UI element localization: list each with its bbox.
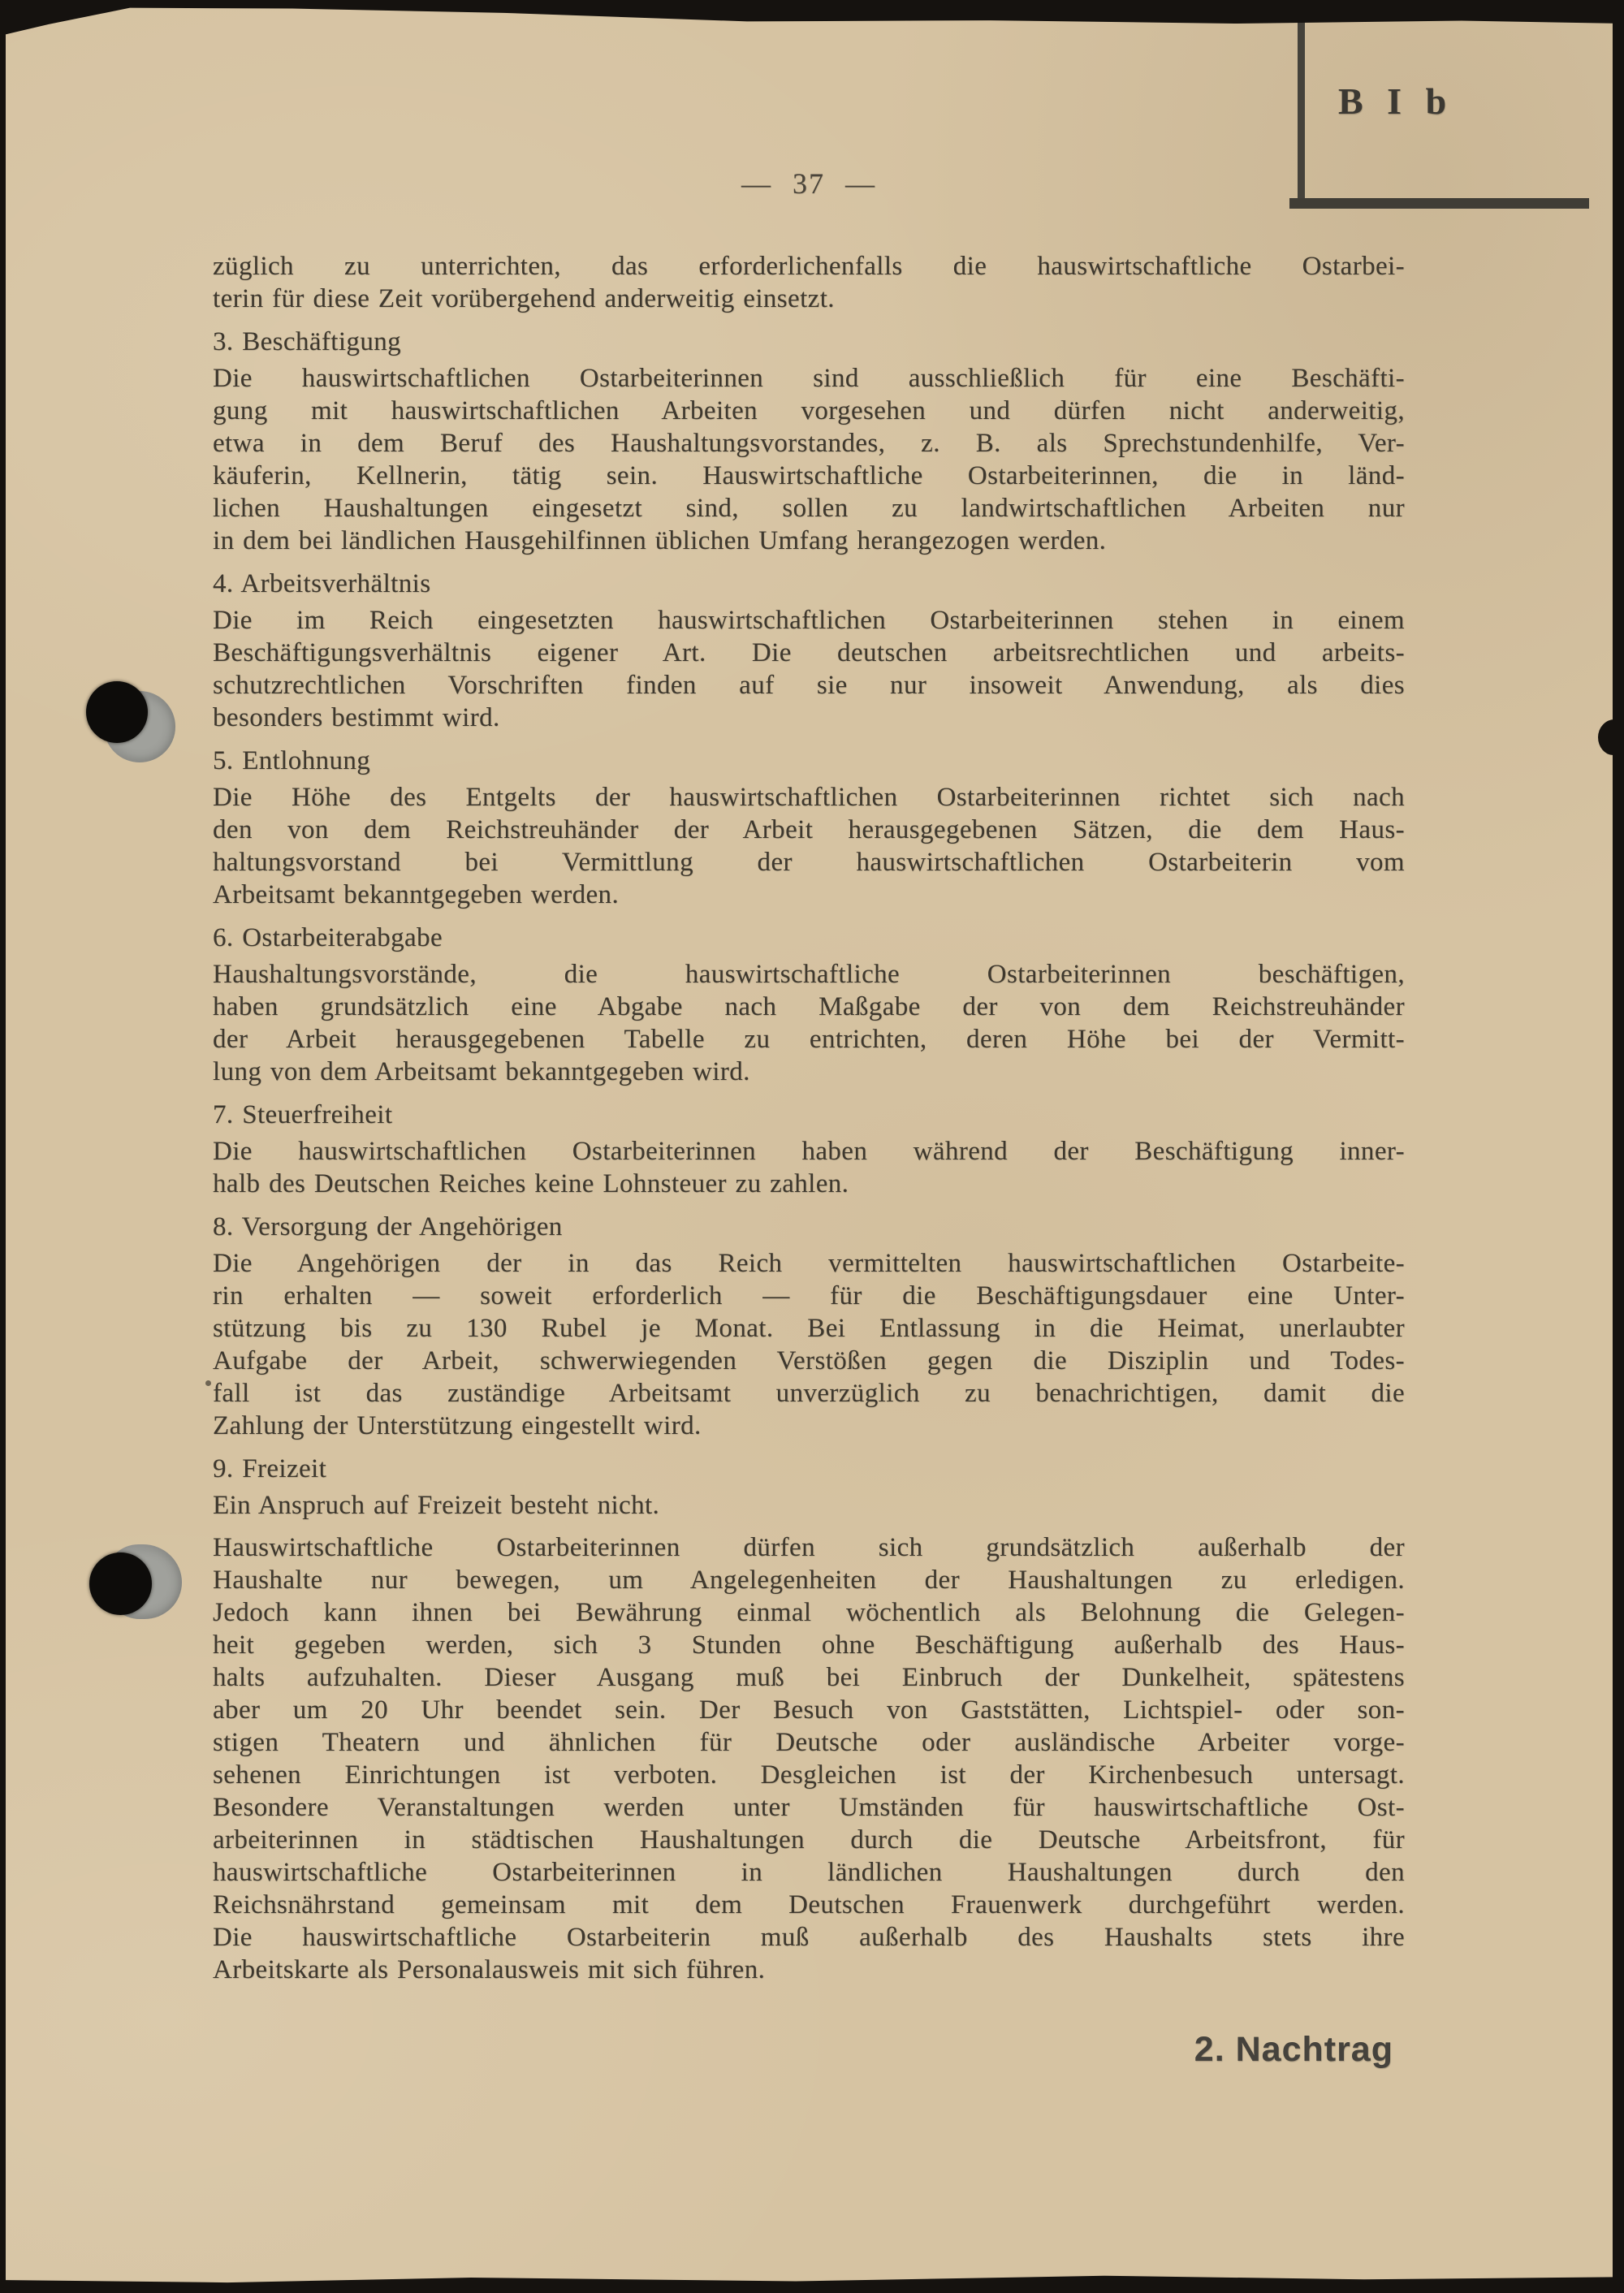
section-heading: 6. Ostarbeiterabgabe — [213, 923, 443, 952]
text-line: stigen Theatern und ähnlichen für Deutsche oder ausländische Arbeiter vorge- — [213, 1728, 1405, 1757]
paper-edge-notch — [1598, 719, 1624, 755]
section-heading: 9. Freizeit — [213, 1454, 327, 1483]
text-line: besonders bestimmt wird. — [213, 703, 500, 732]
text-line: fall ist das zuständige Arbeitsamt unverzüglich zu benachrichtigen, damit die — [213, 1379, 1405, 1408]
paragraph — [213, 958, 1405, 1088]
text-line: sehenen Einrichtungen ist verboten. Desgleichen ist der Kirchenbesuch untersagt. — [213, 1760, 1405, 1790]
scan-edge-right — [1613, 0, 1624, 2293]
text-line: Die Höhe des Entgelts der hauswirtschaftlichen Ostarbeiterinnen richtet sich nach — [213, 783, 1405, 812]
paragraph — [213, 1135, 1405, 1200]
paragraph — [213, 250, 1405, 315]
text-line: gung mit hauswirtschaftlichen Arbeiten vorgesehen und dürfen nicht anderweitig, — [213, 396, 1405, 425]
text-line: halts aufzuhalten. Dieser Ausgang muß bei Einbruch der Dunkelheit, spätestens — [213, 1663, 1405, 1692]
text-line: den von dem Reichstreuhänder der Arbeit herausgegebenen Sätzen, die dem Haus- — [213, 815, 1405, 844]
classification-label: B I b — [1338, 80, 1454, 122]
paragraph — [213, 604, 1405, 734]
text-line: Zahlung der Unterstützung eingestellt wird. — [213, 1411, 702, 1440]
text-line: terin für diese Zeit vorübergehend anderweitig einsetzt. — [213, 284, 835, 313]
hole-punch-hole — [89, 1552, 152, 1615]
text-line: Reichsnährstand gemeinsam mit dem Deutschen Frauenwerk durchgeführt werden. — [213, 1890, 1405, 1919]
ink-speck — [205, 1380, 211, 1386]
section-heading: 3. Beschäftigung — [213, 327, 402, 356]
text-line: Aufgabe der Arbeit, schwerwiegenden Verstößen gegen die Disziplin und Todes- — [213, 1346, 1405, 1375]
text-line: Die hauswirtschaftlichen Ostarbeiterinnen haben während der Beschäftigung inner- — [213, 1137, 1405, 1166]
text-line: arbeiterinnen in städtischen Haushaltungen durch die Deutsche Arbeitsfront, für — [213, 1825, 1405, 1855]
text-line: aber um 20 Uhr beendet sein. Der Besuch von Gaststätten, Lichtspiel- oder son- — [213, 1695, 1405, 1725]
text-line: rin erhalten — soweit erforderlich — für die Beschäftigungsdauer eine Unter- — [213, 1281, 1405, 1311]
text-line: heit gegeben werden, sich 3 Stunden ohne Beschäftigung außerhalb des Haus- — [213, 1630, 1405, 1660]
text-line: stützung bis zu 130 Rubel je Monat. Bei Entlassung in die Heimat, unerlaubter — [213, 1314, 1405, 1343]
text-line: etwa in dem Beruf des Haushaltungsvorstandes, z. B. als Sprechstundenhilfe, Ver- — [213, 429, 1405, 458]
text-line: haben grundsätzlich eine Abgabe nach Maßgabe der von dem Reichstreuhänder — [213, 992, 1405, 1021]
text-line: Haushalte nur bewegen, um Angelegenheiten der Haushaltungen zu erledigen. — [213, 1565, 1405, 1595]
text-line: in dem bei ländlichen Hausgehilfinnen üblichen Umfang herangezogen werden. — [213, 526, 1107, 555]
text-line: Arbeitskarte als Personalausweis mit sich führen. — [213, 1955, 766, 1984]
text-line: Arbeitsamt bekanntgegeben werden. — [213, 880, 620, 909]
section-heading: 8. Versorgung der Angehörigen — [213, 1212, 563, 1242]
text-line: Die Angehörigen der in das Reich vermittelten hauswirtschaftlichen Ostarbeite- — [213, 1249, 1405, 1278]
document-body — [213, 250, 1405, 1986]
scan-edge-left — [0, 0, 6, 2293]
text-line: käuferin, Kellnerin, tätig sein. Hauswirtschaftliche Ostarbeiterinnen, die in länd- — [213, 461, 1405, 490]
text-line: Jedoch kann ihnen bei Bewährung einmal wöchentlich als Belohnung die Gelegen- — [213, 1598, 1405, 1627]
text-line: lung von dem Arbeitsamt bekanntgegeben wird. — [213, 1057, 750, 1086]
paragraph — [213, 362, 1405, 557]
paragraph — [213, 781, 1405, 911]
text-line: der Arbeit herausgegebenen Tabelle zu entrichten, deren Höhe bei der Vermitt- — [213, 1025, 1405, 1054]
text-line: hauswirtschaftliche Ostarbeiterinnen in ländlichen Haushaltungen durch den — [213, 1858, 1405, 1887]
page-number: — 37 — — [741, 167, 876, 200]
section-heading: 4. Arbeitsverhältnis — [213, 569, 431, 598]
section-heading: 7. Steuerfreiheit — [213, 1100, 393, 1129]
paragraph — [213, 1247, 1405, 1442]
text-line: lichen Haushaltungen eingesetzt sind, sollen zu landwirtschaftlichen Arbeiten nur — [213, 494, 1405, 523]
text-line: Hauswirtschaftliche Ostarbeiterinnen dürfen sich grundsätzlich außerhalb der — [213, 1533, 1405, 1562]
text-line: schutzrechtlichen Vorschriften finden auf sie nur insoweit Anwendung, als dies — [213, 671, 1405, 700]
text-line: Ein Anspruch auf Freizeit besteht nicht. — [213, 1491, 660, 1520]
section-heading: 5. Entlohnung — [213, 746, 371, 775]
paragraph — [213, 1531, 1405, 1986]
text-line: Die im Reich eingesetzten hauswirtschaftlichen Ostarbeiterinnen stehen in einem — [213, 606, 1405, 635]
text-line: halb des Deutschen Reiches keine Lohnsteuer zu zahlen. — [213, 1169, 849, 1198]
text-line: züglich zu unterrichten, das erforderlichenfalls die hauswirtschaftliche Ostarbei- — [213, 252, 1405, 281]
text-line: Die hauswirtschaftliche Ostarbeiterin muß außerhalb des Haushalts stets ihre — [213, 1923, 1405, 1952]
text-line: Haushaltungsvorstände, die hauswirtschaftliche Ostarbeiterinnen beschäftigen, — [213, 960, 1405, 989]
hole-punch-hole — [86, 681, 148, 743]
text-line: haltungsvorstand bei Vermittlung der hauswirtschaftlichen Ostarbeiterin vom — [213, 848, 1405, 877]
text-line: Beschäftigungsverhältnis eigener Art. Die deutschen arbeitsrechtlichen und arbeits- — [213, 638, 1405, 667]
text-line: Besondere Veranstaltungen werden unter Umständen für hauswirtschaftliche Ost- — [213, 1793, 1405, 1822]
text-line: Die hauswirtschaftlichen Ostarbeiterinnen sind ausschließlich für eine Beschäfti- — [213, 364, 1405, 393]
paragraph — [213, 1489, 1405, 1522]
footer-label: 2. Nachtrag — [1194, 2030, 1393, 2069]
